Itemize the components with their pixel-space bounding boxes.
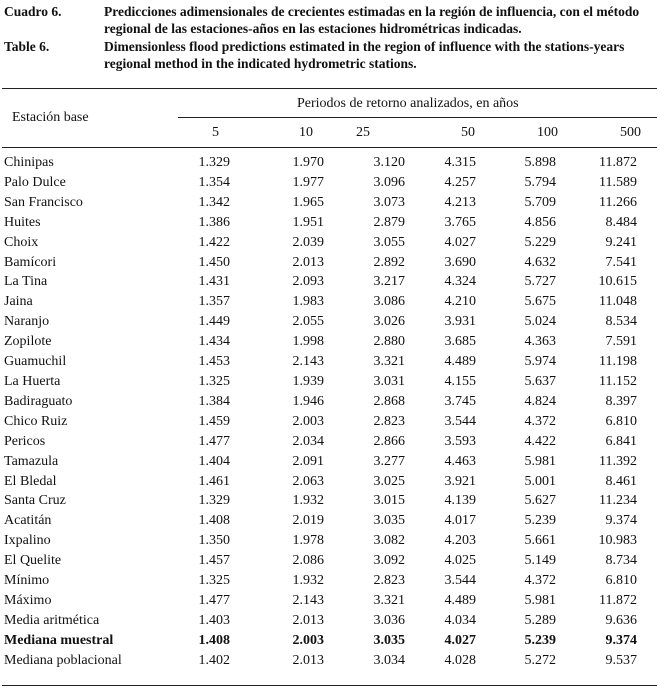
value-cell-period-5: 1.422: [198, 234, 230, 250]
value-cell-period-100: 5.675: [524, 294, 556, 310]
value-cell-period-500: 11.048: [599, 294, 637, 310]
value-cell-period-500: 9.241: [605, 234, 637, 250]
value-cell-period-10: 2.034: [292, 433, 324, 449]
value-cell-period-500: 9.374: [605, 513, 637, 529]
table-row: [2, 511, 637, 531]
value-cell-period-50: 4.257: [444, 174, 476, 190]
station-name: Tamazula: [4, 453, 59, 469]
value-cell-period-25: 3.073: [373, 194, 405, 210]
value-cell-period-25: 3.082: [373, 533, 405, 549]
value-cell-period-500: 11.266: [599, 194, 637, 210]
station-name: Media aritmética: [4, 612, 100, 628]
value-cell-period-500: 6.810: [605, 413, 637, 429]
value-cell-period-10: 1.998: [292, 334, 324, 350]
station-name: Choix: [4, 234, 39, 250]
value-cell-period-25: 2.823: [373, 573, 405, 589]
value-cell-period-500: 8.734: [605, 553, 637, 569]
value-cell-period-25: 2.880: [373, 334, 405, 350]
value-cell-period-10: 2.063: [292, 473, 324, 489]
station-name: Máximo: [4, 592, 52, 608]
table-row: [2, 392, 637, 412]
station-name: San Francisco: [4, 194, 83, 210]
table-row: [2, 233, 637, 253]
value-cell-period-50: 3.685: [444, 334, 476, 350]
value-cell-period-10: 2.086: [292, 553, 324, 569]
value-cell-period-25: 3.025: [373, 473, 405, 489]
caption-spanish-text: Predicciones adimensionales de crecientes estimadas en la región de influencia, con el método regional de las estaciones-años en las estaciones hidrométricas indicadas.: [104, 4, 640, 36]
value-cell-period-25: 3.036: [373, 612, 405, 628]
value-cell-period-10: 2.091: [292, 453, 324, 469]
value-cell-period-100: 4.363: [524, 334, 556, 350]
value-cell-period-5: 1.408: [198, 513, 230, 529]
station-name: Pericos: [4, 433, 46, 449]
table-bottom-rule: [2, 685, 657, 686]
value-cell-period-500: 9.636: [605, 612, 637, 628]
value-cell-period-500: 8.461: [605, 473, 637, 489]
table-row: [2, 591, 637, 611]
value-cell-period-25: 3.120: [373, 155, 405, 170]
value-cell-period-100: 5.981: [524, 592, 556, 608]
value-cell-period-5: 1.404: [198, 453, 230, 469]
period-header-500: 500: [620, 125, 641, 140]
value-cell-period-100: 5.709: [524, 194, 556, 210]
value-cell-period-50: 4.489: [444, 354, 476, 370]
value-cell-period-50: 4.028: [444, 652, 476, 668]
value-cell-period-10: 2.019: [292, 513, 324, 529]
value-cell-period-25: 3.015: [373, 493, 405, 509]
table-row: [2, 472, 637, 492]
station-name: Zopilote: [4, 334, 52, 350]
table-row: [2, 272, 637, 292]
value-cell-period-10: 2.013: [292, 612, 324, 628]
value-cell-period-100: 5.661: [524, 533, 556, 549]
value-cell-period-5: 1.386: [198, 214, 230, 230]
value-cell-period-5: 1.325: [198, 373, 230, 389]
value-cell-period-100: 5.974: [524, 354, 556, 370]
station-name: Mediana poblacional: [4, 652, 122, 668]
table-row: [2, 173, 637, 193]
value-cell-period-100: 5.727: [524, 274, 556, 290]
value-cell-period-50: 3.544: [444, 413, 476, 429]
table-top-rule: [2, 88, 657, 89]
value-cell-period-25: 2.868: [373, 393, 405, 409]
caption-english-text: Dimensionless flood predictions estimated in the region of influence with the stations-years regional method in the indicated hydrometric stations.: [104, 39, 625, 71]
value-cell-period-50: 4.155: [444, 373, 476, 389]
station-name: Ixpalino: [4, 533, 51, 549]
value-cell-period-25: 3.217: [373, 274, 405, 290]
value-cell-period-50: 4.213: [444, 194, 476, 210]
value-cell-period-25: 3.321: [373, 354, 405, 370]
value-cell-period-500: 10.983: [598, 533, 637, 549]
value-cell-period-500: 8.397: [605, 393, 637, 409]
station-name: Mediana muestral: [4, 632, 114, 648]
value-cell-period-50: 3.690: [444, 254, 476, 270]
station-name: El Quelite: [4, 553, 62, 569]
value-cell-period-10: 2.013: [292, 652, 324, 668]
value-cell-period-5: 1.459: [198, 413, 230, 429]
station-name: Badiraguato: [4, 393, 73, 409]
value-cell-period-5: 1.457: [198, 553, 230, 569]
value-cell-period-5: 1.477: [198, 433, 230, 449]
table-row: [2, 531, 637, 551]
value-cell-period-5: 1.350: [198, 533, 230, 549]
station-name: Naranjo: [4, 314, 50, 330]
value-cell-period-500: 7.541: [605, 254, 637, 270]
value-cell-period-500: 9.374: [605, 632, 637, 648]
value-cell-period-100: 4.856: [524, 214, 556, 230]
station-name: Huites: [4, 214, 41, 230]
caption-english: [4, 39, 656, 72]
value-cell-period-500: 11.872: [599, 155, 637, 170]
value-cell-period-10: 1.965: [292, 194, 324, 210]
table-row: [2, 372, 637, 392]
value-cell-period-10: 2.013: [292, 254, 324, 270]
period-header-100: 100: [537, 125, 558, 140]
value-cell-period-10: 2.093: [292, 274, 324, 290]
period-header-50: 50: [461, 125, 475, 140]
value-cell-period-5: 1.434: [198, 334, 230, 350]
value-cell-period-500: 9.537: [605, 652, 637, 668]
period-header-5: 5: [212, 125, 219, 140]
value-cell-period-100: 5.239: [524, 513, 556, 529]
value-cell-period-10: 1.983: [292, 294, 324, 310]
value-cell-period-10: 2.003: [292, 632, 324, 648]
value-cell-period-10: 2.143: [292, 592, 324, 608]
value-cell-period-5: 1.402: [198, 652, 230, 668]
value-cell-period-500: 7.591: [605, 334, 637, 350]
value-cell-period-50: 4.324: [444, 274, 476, 290]
value-cell-period-100: 5.272: [524, 652, 556, 668]
value-cell-period-500: 11.152: [599, 373, 637, 389]
station-name: Palo Dulce: [4, 174, 66, 190]
table-row: [2, 551, 637, 571]
station-name: Guamuchil: [4, 354, 67, 370]
value-cell-period-100: 5.898: [524, 155, 556, 170]
value-cell-period-500: 11.589: [599, 174, 637, 190]
value-cell-period-5: 1.477: [198, 592, 230, 608]
value-cell-period-25: 3.035: [373, 513, 405, 529]
value-cell-period-50: 3.765: [444, 214, 476, 230]
value-cell-period-25: 3.055: [373, 234, 405, 250]
table-row: [2, 432, 637, 452]
station-name: Santa Cruz: [4, 493, 66, 509]
value-cell-period-5: 1.329: [198, 155, 230, 170]
value-cell-period-100: 5.627: [524, 493, 556, 509]
value-cell-period-25: 3.096: [373, 174, 405, 190]
table-row: [2, 571, 637, 591]
return-period-group-header: Periodos de retorno analizados, en años: [297, 96, 519, 111]
value-cell-period-5: 1.342: [198, 194, 230, 210]
station-name: El Bledal: [4, 473, 57, 489]
table-row: [2, 292, 637, 312]
table-row: [2, 312, 637, 332]
value-cell-period-50: 4.025: [444, 553, 476, 569]
value-cell-period-500: 11.392: [599, 453, 637, 469]
value-cell-period-10: 1.946: [292, 393, 324, 409]
value-cell-period-100: 5.289: [524, 612, 556, 628]
value-cell-period-100: 5.794: [524, 174, 556, 190]
value-cell-period-5: 1.357: [198, 294, 230, 310]
value-cell-period-500: 8.534: [605, 314, 637, 330]
table-row: [2, 153, 637, 173]
value-cell-period-25: 2.823: [373, 413, 405, 429]
table-row: [2, 631, 637, 651]
table-row: [2, 611, 637, 631]
data-table-body: [2, 153, 637, 671]
data-table: [2, 153, 637, 671]
value-cell-period-25: 3.034: [373, 652, 405, 668]
value-cell-period-50: 4.203: [444, 533, 476, 549]
value-cell-period-50: 4.315: [444, 155, 476, 170]
value-cell-period-5: 1.325: [198, 573, 230, 589]
value-cell-period-500: 6.841: [605, 433, 637, 449]
value-cell-period-5: 1.408: [198, 632, 230, 648]
table-row: [2, 352, 637, 372]
value-cell-period-100: 5.239: [524, 632, 556, 648]
value-cell-period-100: 4.632: [524, 254, 556, 270]
value-cell-period-25: 3.031: [373, 373, 405, 389]
table-row: [2, 452, 637, 472]
value-cell-period-100: 5.149: [524, 553, 556, 569]
value-cell-period-50: 4.027: [444, 632, 476, 648]
value-cell-period-25: 3.026: [373, 314, 405, 330]
value-cell-period-5: 1.453: [198, 354, 230, 370]
value-cell-period-25: 3.321: [373, 592, 405, 608]
value-cell-period-50: 3.745: [444, 393, 476, 409]
value-cell-period-100: 4.372: [524, 573, 556, 589]
group-header-rule: [178, 117, 657, 118]
value-cell-period-10: 1.970: [292, 155, 324, 170]
value-cell-period-100: 4.372: [524, 413, 556, 429]
station-name: Jaina: [4, 294, 33, 310]
table-row: [2, 213, 637, 233]
value-cell-period-500: 10.615: [598, 274, 637, 290]
value-cell-period-10: 2.055: [292, 314, 324, 330]
value-cell-period-50: 4.017: [444, 513, 476, 529]
table-row: [2, 332, 637, 352]
value-cell-period-25: 2.892: [373, 254, 405, 270]
value-cell-period-100: 5.637: [524, 373, 556, 389]
value-cell-period-5: 1.450: [198, 254, 230, 270]
value-cell-period-50: 4.489: [444, 592, 476, 608]
value-cell-period-10: 1.977: [292, 174, 324, 190]
value-cell-period-100: 5.024: [524, 314, 556, 330]
value-cell-period-5: 1.354: [198, 174, 230, 190]
value-cell-period-500: 11.234: [599, 493, 637, 509]
table-row: [2, 193, 637, 213]
value-cell-period-50: 4.139: [444, 493, 476, 509]
value-cell-period-100: 5.229: [524, 234, 556, 250]
value-cell-period-5: 1.431: [198, 274, 230, 290]
value-cell-period-50: 3.921: [444, 473, 476, 489]
value-cell-period-50: 4.027: [444, 234, 476, 250]
value-cell-period-50: 4.210: [444, 294, 476, 310]
caption-spanish-label: Cuadro 6.: [4, 4, 62, 19]
value-cell-period-25: 3.086: [373, 294, 405, 310]
value-cell-period-10: 2.143: [292, 354, 324, 370]
value-cell-period-50: 4.034: [444, 612, 476, 628]
station-name: Mínimo: [4, 573, 50, 589]
value-cell-period-100: 5.001: [524, 473, 556, 489]
station-name: Acatitán: [4, 513, 52, 529]
value-cell-period-5: 1.329: [198, 493, 230, 509]
value-cell-period-50: 3.544: [444, 573, 476, 589]
value-cell-period-10: 1.932: [292, 573, 324, 589]
value-cell-period-100: 4.824: [524, 393, 556, 409]
station-name: La Huerta: [4, 373, 61, 389]
caption-english-label: Table 6.: [4, 39, 50, 54]
value-cell-period-50: 4.463: [444, 453, 476, 469]
table-row: [2, 253, 637, 273]
value-cell-period-500: 11.198: [599, 354, 637, 370]
value-cell-period-25: 3.277: [373, 453, 405, 469]
value-cell-period-25: 2.879: [373, 214, 405, 230]
value-cell-period-10: 2.039: [292, 234, 324, 250]
value-cell-period-10: 1.951: [292, 214, 324, 230]
value-cell-period-50: 3.593: [444, 433, 476, 449]
value-cell-period-25: 3.092: [373, 553, 405, 569]
value-cell-period-10: 1.939: [292, 373, 324, 389]
value-cell-period-10: 1.932: [292, 493, 324, 509]
station-name: Bamícori: [4, 254, 57, 270]
station-name: Chinipas: [4, 155, 54, 170]
value-cell-period-10: 2.003: [292, 413, 324, 429]
table-row: [2, 491, 637, 511]
station-name: Chico Ruiz: [4, 413, 68, 429]
station-name: La Tina: [4, 274, 48, 290]
value-cell-period-10: 1.978: [292, 533, 324, 549]
period-header-25: 25: [356, 125, 370, 140]
value-cell-period-100: 5.981: [524, 453, 556, 469]
table-row: [2, 412, 637, 432]
value-cell-period-50: 3.931: [444, 314, 476, 330]
value-cell-period-5: 1.403: [198, 612, 230, 628]
value-cell-period-25: 3.035: [373, 632, 405, 648]
value-cell-period-500: 8.484: [605, 214, 637, 230]
value-cell-period-500: 11.872: [599, 592, 637, 608]
station-column-header: Estación base: [12, 110, 89, 125]
value-cell-period-5: 1.461: [198, 473, 230, 489]
period-header-10: 10: [299, 125, 313, 140]
value-cell-period-500: 6.810: [605, 573, 637, 589]
caption-spanish: [4, 4, 656, 37]
value-cell-period-25: 2.866: [373, 433, 405, 449]
table-row: [2, 651, 637, 671]
value-cell-period-100: 4.422: [524, 433, 556, 449]
value-cell-period-5: 1.449: [198, 314, 230, 330]
header-bottom-rule: [2, 147, 657, 148]
value-cell-period-5: 1.384: [198, 393, 230, 409]
